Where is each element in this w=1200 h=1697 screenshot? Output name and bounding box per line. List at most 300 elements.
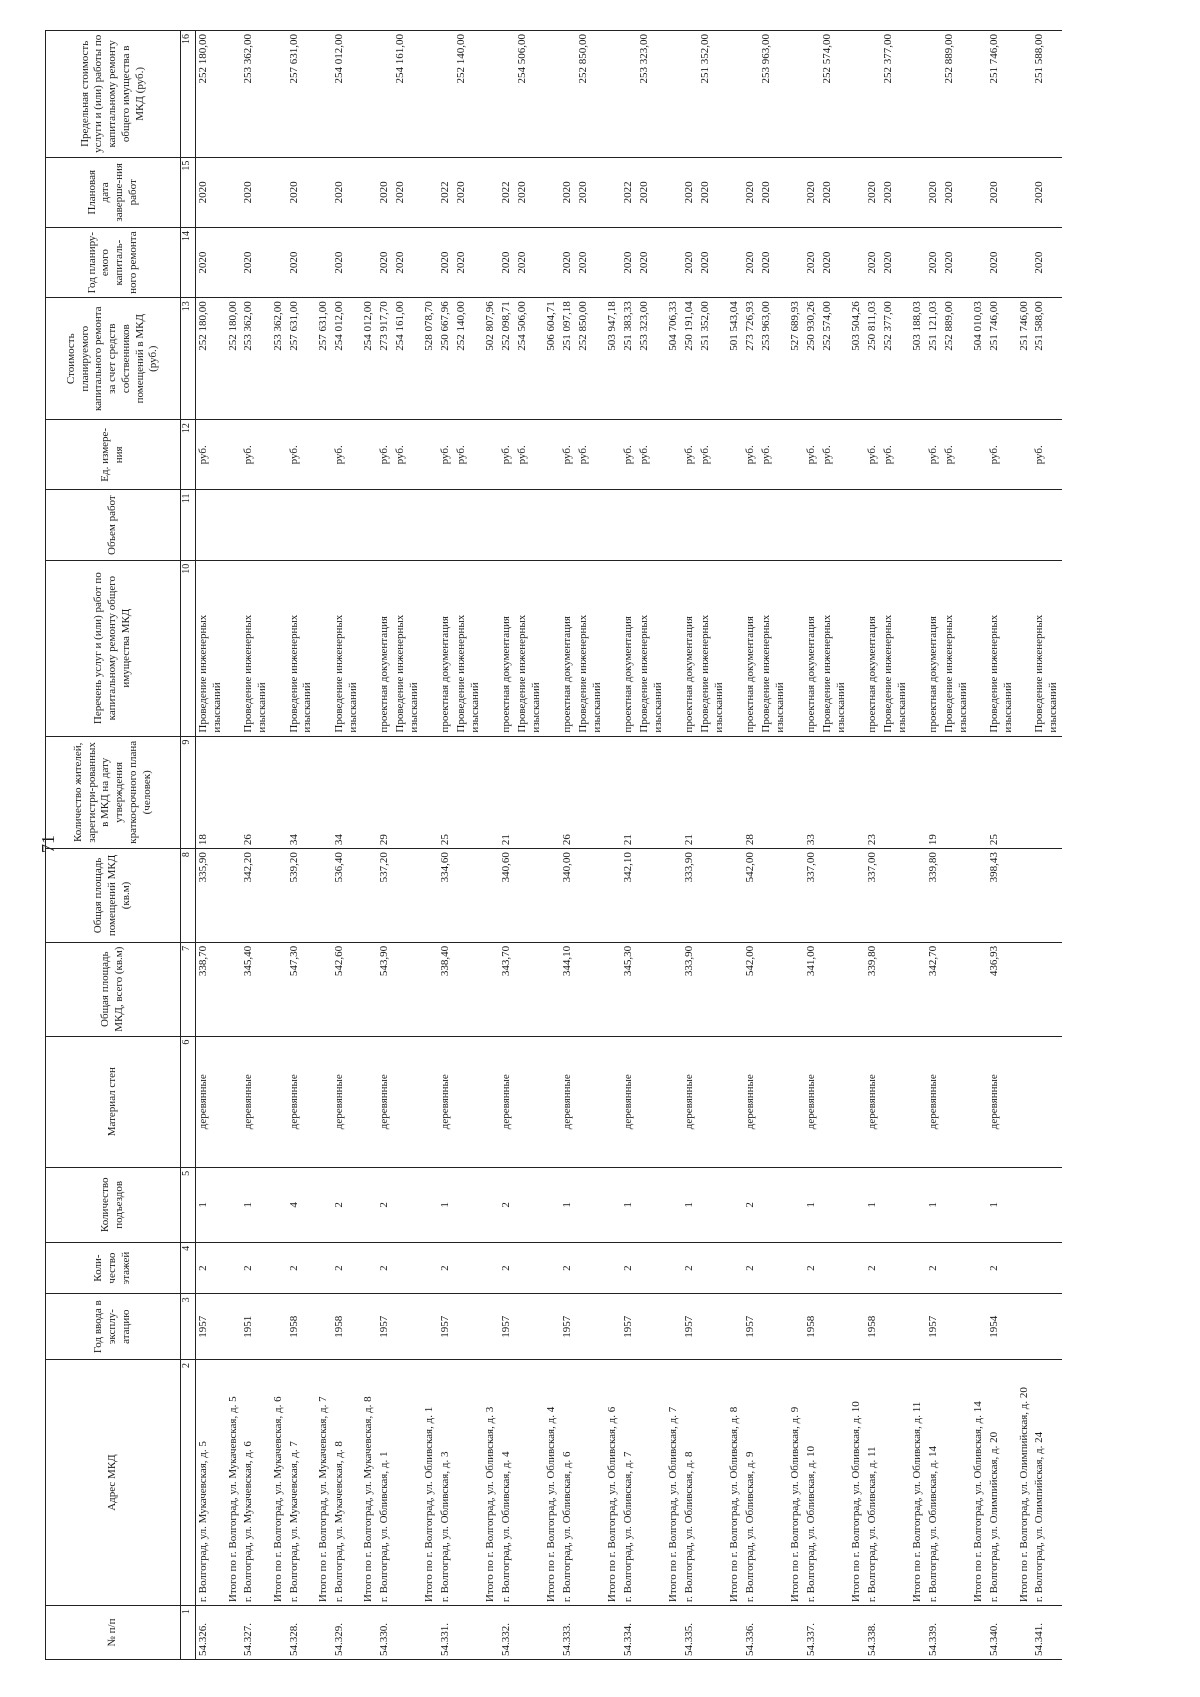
empty-cell [605,31,621,158]
wall-material: деревянные [287,1036,317,1167]
floors: 2 [926,1242,942,1294]
empty-cell [605,736,621,849]
empty-cell [1017,490,1033,560]
residents: 19 [926,736,942,849]
cost-limit: 252 889,00 [942,31,972,158]
residents [820,736,850,849]
area-rooms: 536,40 [332,849,362,943]
empty-cell [1017,1036,1033,1167]
empty-cell [971,736,987,849]
wall-material [515,1036,545,1167]
entrances [820,1167,850,1242]
total-label: Итого по г. Волгоград, ул. Обливская, д. 11 [910,1360,926,1606]
address: г. Волгоград, ул. Обливская, д. 4 [499,1360,515,1606]
empty-cell [910,157,926,227]
column-number: 7 [181,942,196,1036]
cost-limit: 254 161,00 [393,31,423,158]
empty-cell [971,1294,987,1360]
cost: 254 506,00 [515,298,545,420]
total-label: Итого по г. Волгоград, ул. Мукачевская, д. 5 [226,1360,242,1606]
work-name: проектная документация [865,560,881,736]
empty-cell [849,157,865,227]
empty-cell [788,1036,804,1167]
address [698,1360,728,1606]
wall-material: деревянные [804,1036,820,1167]
cost: 253 323,00 [637,298,667,420]
total-label: Итого по г. Волгоград, ул. Обливская, д. 9 [788,1360,804,1606]
empty-cell [271,942,287,1036]
address [759,1360,789,1606]
row-number [788,1606,804,1660]
repair-year: 2020 [987,227,1017,297]
row-number [849,1606,865,1660]
residents: 34 [287,736,317,849]
cost-limit [865,31,881,158]
empty-cell [483,1242,499,1294]
empty-cell [727,227,743,297]
empty-cell [605,490,621,560]
wall-material [820,1036,850,1167]
entrances: 2 [499,1167,515,1242]
row-number [942,1606,972,1660]
unit: руб. [454,420,484,490]
empty-cell [849,1294,865,1360]
floors [698,1242,728,1294]
cost: 251 097,18 [560,298,576,420]
address [942,1360,972,1606]
residents: 25 [987,736,1017,849]
area-total: 339,80 [865,942,881,1036]
repair-year: 2020 [682,227,698,297]
row-number [483,1606,499,1660]
work-volume [499,490,515,560]
table-row [804,31,820,1660]
empty-cell [849,227,865,297]
unit: руб. [499,420,515,490]
empty-cell [271,849,287,943]
row-number [971,1606,987,1660]
empty-cell [605,1294,621,1360]
repair-year: 2020 [560,227,576,297]
total-row [544,31,560,1660]
floors [454,1242,484,1294]
empty-cell [361,1242,377,1294]
area-total: 341,00 [804,942,820,1036]
entrances: 1 [804,1167,820,1242]
empty-cell [361,1036,377,1167]
area-rooms [698,849,728,943]
work-name: Проведение инженерных изысканий [393,560,423,736]
commission-year: 1958 [287,1294,317,1360]
repair-year: 2020 [865,227,881,297]
cost: 252 140,00 [454,298,484,420]
empty-cell [544,849,560,943]
total-row [910,31,926,1660]
address: г. Волгоград, ул. Обливская, д. 3 [438,1360,454,1606]
address: г. Волгоград, ул. Мукачевская, д. 7 [287,1360,317,1606]
commission-year: 1957 [499,1294,515,1360]
table-row [560,31,576,1660]
empty-cell [605,942,621,1036]
empty-cell [271,490,287,560]
repair-year: 2020 [499,227,515,297]
floors [393,1242,423,1294]
empty-cell [666,227,682,297]
unit: руб. [196,420,226,490]
empty-cell [544,736,560,849]
end-date: 2022 [621,157,637,227]
work-name: Проведение инженерных изысканий [287,560,317,736]
empty-cell [727,1294,743,1360]
area-rooms: 339,80 [926,849,942,943]
cost: 251 588,00 [1032,298,1062,420]
total-row [483,31,499,1660]
empty-cell [1017,849,1033,943]
empty-cell [544,227,560,297]
repair-year: 2020 [942,227,972,297]
empty-cell [226,420,242,490]
unit: руб. [241,420,271,490]
empty-cell [316,157,332,227]
empty-cell [910,227,926,297]
entrances: 1 [196,1167,226,1242]
cost: 252 180,00 [196,298,226,420]
commission-year: 1957 [743,1294,759,1360]
cost: 273 726,93 [743,298,759,420]
total-cost: 502 807,96 [483,298,499,420]
column-number: 4 [181,1242,196,1294]
end-date: 2022 [499,157,515,227]
row-number [759,1606,789,1660]
end-date: 2020 [820,157,850,227]
work-name: проектная документация [743,560,759,736]
area-total: 542,00 [743,942,759,1036]
row-number [576,1606,606,1660]
work-volume [560,490,576,560]
total-cost: 527 689,93 [788,298,804,420]
empty-cell [226,1167,242,1242]
empty-cell [1017,420,1033,490]
residents [942,736,972,849]
work-name: проектная документация [804,560,820,736]
end-date: 2020 [393,157,423,227]
empty-cell [1017,1242,1033,1294]
row-number [910,1606,926,1660]
column-header: Адрес МКД [46,1360,181,1606]
address [515,1360,545,1606]
end-date: 2020 [926,157,942,227]
table-row [287,31,317,1660]
work-volume [820,490,850,560]
empty-cell [361,1294,377,1360]
empty-cell [271,420,287,490]
empty-cell [910,736,926,849]
end-date: 2020 [804,157,820,227]
floors: 2 [196,1242,226,1294]
total-row [226,31,242,1660]
floors: 2 [377,1242,393,1294]
empty-cell [422,1242,438,1294]
column-header: Перечень услуг и (или) работ по капитальному ремонту общего имущества МКД [46,560,181,736]
table-row [759,31,789,1660]
empty-cell [666,1036,682,1167]
work-name: Проведение инженерных изысканий [241,560,271,736]
empty-cell [226,942,242,1036]
empty-cell [788,420,804,490]
empty-cell [727,560,743,736]
empty-cell [483,736,499,849]
unit: руб. [865,420,881,490]
empty-cell [910,942,926,1036]
unit: руб. [881,420,911,490]
residents: 21 [682,736,698,849]
work-volume [759,490,789,560]
entrances [515,1167,545,1242]
address [881,1360,911,1606]
empty-cell [727,1036,743,1167]
entrances: 1 [865,1167,881,1242]
table-row [682,31,698,1660]
empty-cell [605,849,621,943]
total-label: Итого по г. Волгоград, ул. Обливская, д. 3 [483,1360,499,1606]
column-header: Общая площадь помещений МКД (кв.м) [46,849,181,943]
total-label: Итого по г. Волгоград, ул. Обливская, д. 14 [971,1360,987,1606]
column-number: 9 [181,736,196,849]
end-date: 2020 [881,157,911,227]
floors [1032,1242,1062,1294]
empty-cell [1017,560,1033,736]
empty-cell [361,1167,377,1242]
total-cost: 254 012,00 [361,298,377,420]
area-rooms [759,849,789,943]
commission-year [576,1294,606,1360]
empty-cell [316,560,332,736]
total-cost: 503 504,26 [849,298,865,420]
empty-cell [316,227,332,297]
area-total [637,942,667,1036]
area-total [454,942,484,1036]
end-date: 2020 [682,157,698,227]
empty-cell [666,849,682,943]
wall-material: деревянные [987,1036,1017,1167]
empty-cell [727,736,743,849]
work-name: Проведение инженерных изысканий [332,560,362,736]
empty-cell [226,1036,242,1167]
empty-cell [316,1036,332,1167]
unit: руб. [804,420,820,490]
entrances: 2 [332,1167,362,1242]
end-date: 2020 [1032,157,1062,227]
empty-cell [544,1242,560,1294]
area-total: 342,70 [926,942,942,1036]
entrances: 2 [377,1167,393,1242]
residents [881,736,911,849]
end-date: 2020 [637,157,667,227]
column-number: 15 [181,157,196,227]
unit: руб. [820,420,850,490]
column-header: Ед. измере-ния [46,420,181,490]
entrances [1032,1167,1062,1242]
area-total: 436,93 [987,942,1017,1036]
empty-cell [361,31,377,158]
area-total: 338,70 [196,942,226,1036]
empty-cell [788,1294,804,1360]
repair-year: 2020 [926,227,942,297]
empty-cell [544,1167,560,1242]
cost-limit: 254 012,00 [332,31,362,158]
address: г. Волгоград, ул. Олимпийская, д. 20 [987,1360,1017,1606]
empty-cell [422,31,438,158]
row-number [881,1606,911,1660]
empty-cell [422,157,438,227]
work-name: проектная документация [682,560,698,736]
column-header: Коли-чество этажей [46,1242,181,1294]
area-total: 333,90 [682,942,698,1036]
work-volume [881,490,911,560]
empty-cell [271,31,287,158]
empty-cell [788,31,804,158]
total-cost: 257 631,00 [316,298,332,420]
cost-limit [682,31,698,158]
unit: руб. [942,420,972,490]
commission-year: 1957 [682,1294,698,1360]
empty-cell [1017,157,1033,227]
repair-year: 2020 [515,227,545,297]
row-number: 54.338. [865,1606,881,1660]
empty-cell [483,1294,499,1360]
end-date: 2020 [759,157,789,227]
total-row [971,31,987,1660]
total-row [666,31,682,1660]
empty-cell [605,157,621,227]
work-name: проектная документация [621,560,637,736]
empty-cell [727,157,743,227]
work-volume [698,490,728,560]
commission-year: 1951 [241,1294,271,1360]
floors [515,1242,545,1294]
repair-year: 2020 [1032,227,1062,297]
work-volume [515,490,545,560]
column-number: 8 [181,849,196,943]
area-rooms: 342,20 [241,849,271,943]
address [576,1360,606,1606]
row-number [515,1606,545,1660]
address: г. Волгоград, ул. Олимпийская, д. 24 [1032,1360,1062,1606]
repair-year: 2020 [287,227,317,297]
commission-year: 1954 [987,1294,1017,1360]
residents: 18 [196,736,226,849]
empty-cell [422,420,438,490]
area-total [698,942,728,1036]
repair-year: 2020 [377,227,393,297]
work-volume [743,490,759,560]
entrances: 1 [987,1167,1017,1242]
entrances: 1 [560,1167,576,1242]
row-number: 54.336. [743,1606,759,1660]
work-volume [926,490,942,560]
unit: руб. [393,420,423,490]
residents: 29 [377,736,393,849]
row-number: 54.339. [926,1606,942,1660]
work-name: проектная документация [560,560,576,736]
residents: 26 [241,736,271,849]
total-row [605,31,621,1660]
residents [576,736,606,849]
area-total: 338,40 [438,942,454,1036]
repair-year: 2020 [438,227,454,297]
row-number [727,1606,743,1660]
cost: 251 383,33 [621,298,637,420]
total-cost: 528 078,70 [422,298,438,420]
empty-cell [544,31,560,158]
area-total: 343,70 [499,942,515,1036]
empty-cell [422,560,438,736]
empty-cell [910,1036,926,1167]
row-number [698,1606,728,1660]
unit: руб. [515,420,545,490]
table-row [820,31,850,1660]
empty-cell [361,227,377,297]
empty-cell [910,31,926,158]
total-label: Итого по г. Волгоград, ул. Обливская, д. 4 [544,1360,560,1606]
cost-limit: 252 574,00 [820,31,850,158]
unit: руб. [621,420,637,490]
end-date: 2020 [865,157,881,227]
column-number: 1 [181,1606,196,1660]
total-cost: 503 188,03 [910,298,926,420]
entrances [942,1167,972,1242]
empty-cell [971,1167,987,1242]
table-row [926,31,942,1660]
header-row [46,31,181,1660]
empty-cell [271,736,287,849]
table-row [621,31,637,1660]
table-row [393,31,423,1660]
residents: 21 [499,736,515,849]
row-number [393,1606,423,1660]
commission-year: 1957 [377,1294,393,1360]
unit: руб. [576,420,606,490]
cost: 252 889,00 [942,298,972,420]
residents: 34 [332,736,362,849]
wall-material [1032,1036,1062,1167]
total-label: Итого по г. Волгоград, ул. Обливская, д. 1 [422,1360,438,1606]
empty-cell [605,1242,621,1294]
end-date: 2020 [454,157,484,227]
empty-cell [1017,31,1033,158]
residents: 28 [743,736,759,849]
row-number: 54.328. [287,1606,317,1660]
entrances: 1 [621,1167,637,1242]
page-number: 71 [38,835,58,853]
area-rooms: 333,90 [682,849,698,943]
work-name: Проведение инженерных изысканий [454,560,484,736]
commission-year: 1957 [621,1294,637,1360]
residents [698,736,728,849]
cost-limit: 254 506,00 [515,31,545,158]
floors: 2 [287,1242,317,1294]
empty-cell [727,1167,743,1242]
entrances [637,1167,667,1242]
empty-cell [422,942,438,1036]
empty-cell [666,1242,682,1294]
cost: 250 930,26 [804,298,820,420]
empty-cell [849,1242,865,1294]
address [393,1360,423,1606]
table-row [454,31,484,1660]
repair-year: 2020 [881,227,911,297]
empty-cell [971,1036,987,1167]
